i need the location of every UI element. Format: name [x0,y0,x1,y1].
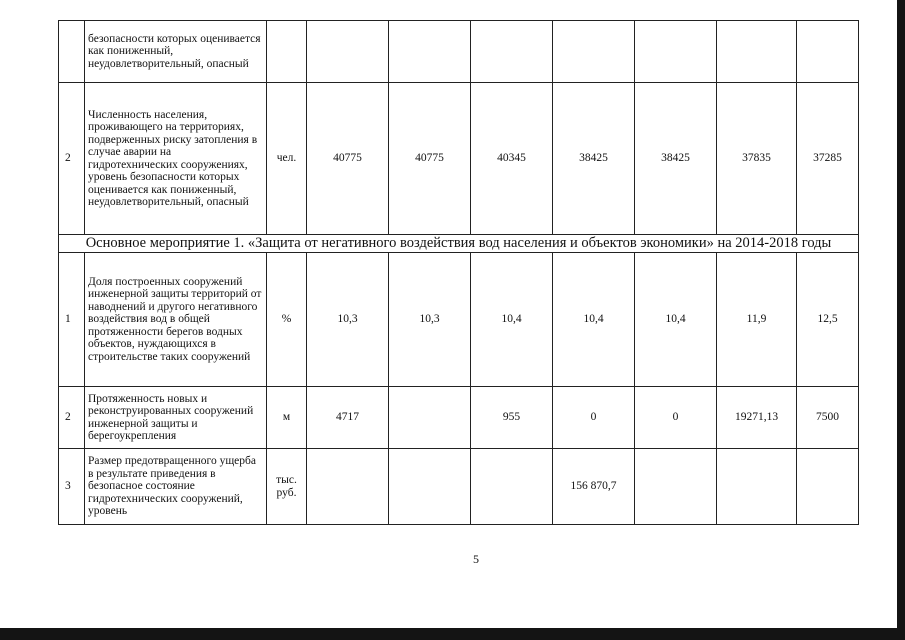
row-number: 2 [59,387,85,449]
value-cell: 40775 [307,83,389,235]
value-cell: 955 [471,387,553,449]
value-cell: 11,9 [717,253,797,387]
value-cell [797,449,859,525]
value-cell: 40775 [389,83,471,235]
unit-cell: м [267,387,307,449]
value-cell [553,21,635,83]
value-cell [307,21,389,83]
page-number: 5 [473,552,479,566]
value-cell: 38425 [553,83,635,235]
value-cell: 0 [635,387,717,449]
value-cell: 7500 [797,387,859,449]
value-cell [471,21,553,83]
value-cell: 4717 [307,387,389,449]
indicator-name: Протяженность новых и реконструированных сооружений инженерной защиты и берегоукрепления [85,387,267,449]
value-cell: 0 [553,387,635,449]
indicator-name: Численность населения, проживающего на территориях, подверженных риску затопления в случае аварии на гидротехнических сооружениях, уровень безопасности которых оценивается как пониженный, неудовлетворительный, опасный [85,83,267,235]
section-title: Основное мероприятие 1. «Защита от негативного воздействия вод населения и объектов экономики» на 2014-2018 годы [59,235,859,253]
value-cell [389,21,471,83]
unit-cell: тыс. руб. [267,449,307,525]
value-cell [389,387,471,449]
value-cell [717,21,797,83]
value-cell: 10,4 [635,253,717,387]
value-cell: 19271,13 [717,387,797,449]
indicator-name: Доля построенных сооружений инженерной защиты территорий от наводнений и другого негативного воздействия вод в общей протяженности берегов водных объектов, нуждающихся в строительстве таких сооружений [85,253,267,387]
unit-cell: чел. [267,83,307,235]
unit-cell [267,21,307,83]
value-cell: 12,5 [797,253,859,387]
table-row [59,449,859,525]
table-row [59,387,859,449]
value-cell [797,21,859,83]
value-cell: 37835 [717,83,797,235]
value-cell: 10,4 [553,253,635,387]
table-row [59,253,859,387]
value-cell: 40345 [471,83,553,235]
value-cell [635,449,717,525]
indicator-name: Размер предотвращенного ущерба в результате приведения в безопасное состояние гидротехнических сооружений, уровень [85,449,267,525]
value-cell: 10,3 [307,253,389,387]
value-cell [307,449,389,525]
value-cell: 10,4 [471,253,553,387]
table-row [59,83,859,235]
table-row [59,21,859,83]
row-number [59,21,85,83]
scan-edge-right [897,0,905,640]
value-cell [471,449,553,525]
row-number: 2 [59,83,85,235]
value-cell: 156 870,7 [553,449,635,525]
indicators-table [58,20,859,525]
value-cell: 38425 [635,83,717,235]
section-heading-row [59,235,859,253]
value-cell [389,449,471,525]
value-cell: 37285 [797,83,859,235]
value-cell: 10,3 [389,253,471,387]
row-number: 3 [59,449,85,525]
scan-edge-bottom [0,628,905,640]
value-cell [635,21,717,83]
row-number: 1 [59,253,85,387]
value-cell [717,449,797,525]
unit-cell: % [267,253,307,387]
indicator-name: безопасности которых оценивается как пониженный, неудовлетворительный, опасный [85,21,267,83]
